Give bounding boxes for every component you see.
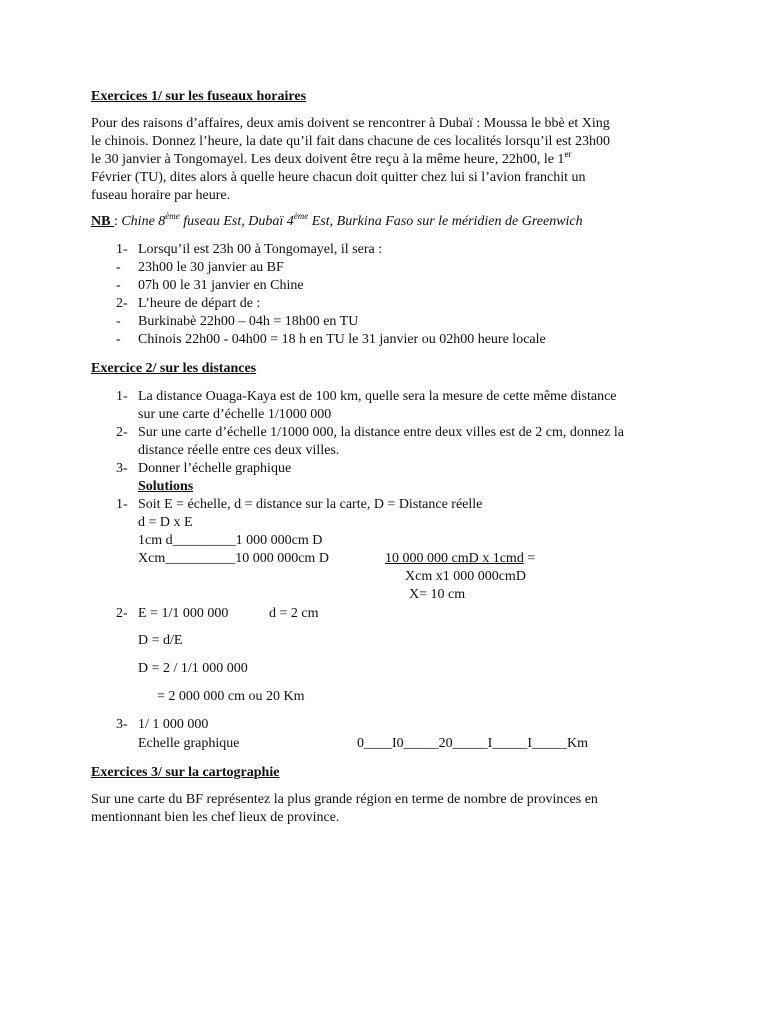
- solution-line: = 2 000 000 cm ou 20 Km: [157, 689, 305, 704]
- question-line: distance réelle entre ces deux villes.: [138, 443, 340, 458]
- superscript: ème: [165, 211, 180, 221]
- fraction: [385, 550, 535, 568]
- question-line: La distance Ouaga-Kaya est de 100 km, quelle sera la mesure de cette même distance: [138, 389, 617, 404]
- question-line: Sur une carte d’échelle 1/1000 000, la distance entre deux villes est de 2 cm, donnez la: [138, 425, 624, 440]
- exercise-1-paragraph-line: fuseau horaire par heure.: [91, 188, 231, 203]
- list-item: L’heure de départ de :: [138, 296, 261, 311]
- solution-line: D = 2 / 1/1 000 000: [138, 661, 248, 676]
- list-marker: 3-: [116, 717, 128, 732]
- exercise-3-paragraph-line: Sur une carte du BF représentez la plus grande région en terme de nombre de provinces en: [91, 792, 598, 807]
- question-line: Donner l’échelle graphique: [138, 461, 292, 476]
- fraction-denominator: Xcm x1 000 000cmD: [405, 569, 526, 584]
- list-marker: 2-: [116, 425, 128, 440]
- list-marker: 1-: [116, 242, 128, 257]
- list-marker: 1-: [116, 497, 128, 512]
- superscript: er: [564, 149, 572, 159]
- question-line: sur une carte d’échelle 1/1000 000: [138, 407, 332, 422]
- solution-line: 1/ 1 000 000: [138, 717, 209, 732]
- list-marker: -: [116, 314, 121, 329]
- solution-line: E = 1/1 000 000: [138, 606, 229, 621]
- list-item: 07h 00 le 31 janvier en Chine: [138, 278, 304, 293]
- solution-line: D = d/E: [138, 633, 183, 648]
- exercise-1-paragraph-line: [91, 151, 571, 169]
- solution-result: X= 10 cm: [409, 587, 466, 602]
- exercise-2-heading: Exercice 2/ sur les distances: [91, 361, 257, 376]
- list-item: 23h00 le 30 janvier au BF: [138, 260, 284, 275]
- exercise-1-paragraph-line: Février (TU), dites alors à quelle heure chacun doit quitter chez lui si l’avion franchit un: [91, 170, 586, 185]
- exercise-1-paragraph-line: Pour des raisons d’affaires, deux amis doivent se rencontrer à Dubaï : Moussa le bbè et Xing: [91, 116, 610, 131]
- exercise-3-heading: Exercices 3/ sur la cartographie: [91, 765, 280, 780]
- list-marker: -: [116, 278, 121, 293]
- paragraph-text: le 30 janvier à Tongomayel. Les deux doivent être reçu à la même heure, 22h00, le 1: [91, 152, 565, 167]
- list-item: Lorsqu’il est 23h 00 à Tongomayel, il sera :: [138, 242, 383, 257]
- list-item: Burkinabè 22h00 – 04h = 18h00 en TU: [138, 314, 359, 329]
- fraction-equals: =: [523, 551, 536, 566]
- list-marker: -: [116, 332, 121, 347]
- nb-text: [121, 211, 583, 229]
- list-marker: 2-: [116, 606, 128, 621]
- solution-line: d = D x E: [138, 515, 193, 530]
- graphic-scale: 0____I0_____20_____I_____I_____Km: [357, 736, 588, 751]
- list-marker: 3-: [116, 461, 128, 476]
- list-item: Chinois 22h00 - 04h00 = 18 h en TU le 31 janvier ou 02h00 heure locale: [138, 332, 546, 347]
- superscript: ème: [293, 211, 309, 221]
- nb-text-part: Est, Burkina Faso sur le méridien de Greenwich: [308, 214, 583, 229]
- solution-line: Echelle graphique: [138, 736, 240, 751]
- solution-line: d = 2 cm: [269, 606, 319, 621]
- nb-text-part: Chine 8: [121, 214, 166, 229]
- exercise-3-paragraph-line: mentionnant bien les chef lieux de province.: [91, 810, 340, 825]
- fraction-numerator: 10 000 000 cmD x 1cmd: [385, 551, 524, 566]
- nb-label: NB: [91, 214, 114, 229]
- exercise-1-paragraph-line: le chinois. Donnez l’heure, la date qu’il fait dans chacune de ces localités lorsqu’il est 23h00: [91, 134, 610, 149]
- solution-line: Xcm__________10 000 000cm D: [138, 551, 329, 566]
- exercise-1-heading: Exercices 1/ sur les fuseaux horaires: [91, 89, 307, 104]
- solutions-heading: Solutions: [138, 479, 194, 494]
- list-marker: -: [116, 260, 121, 275]
- list-marker: 1-: [116, 389, 128, 404]
- solution-line: Soit E = échelle, d = distance sur la carte, D = Distance réelle: [138, 497, 483, 512]
- nb-note: [91, 213, 583, 231]
- nb-colon: :: [113, 214, 122, 229]
- list-marker: 2-: [116, 296, 128, 311]
- solution-line: 1cm d_________1 000 000cm D: [138, 533, 323, 548]
- nb-text-part: fuseau Est, Dubaï 4: [179, 214, 294, 229]
